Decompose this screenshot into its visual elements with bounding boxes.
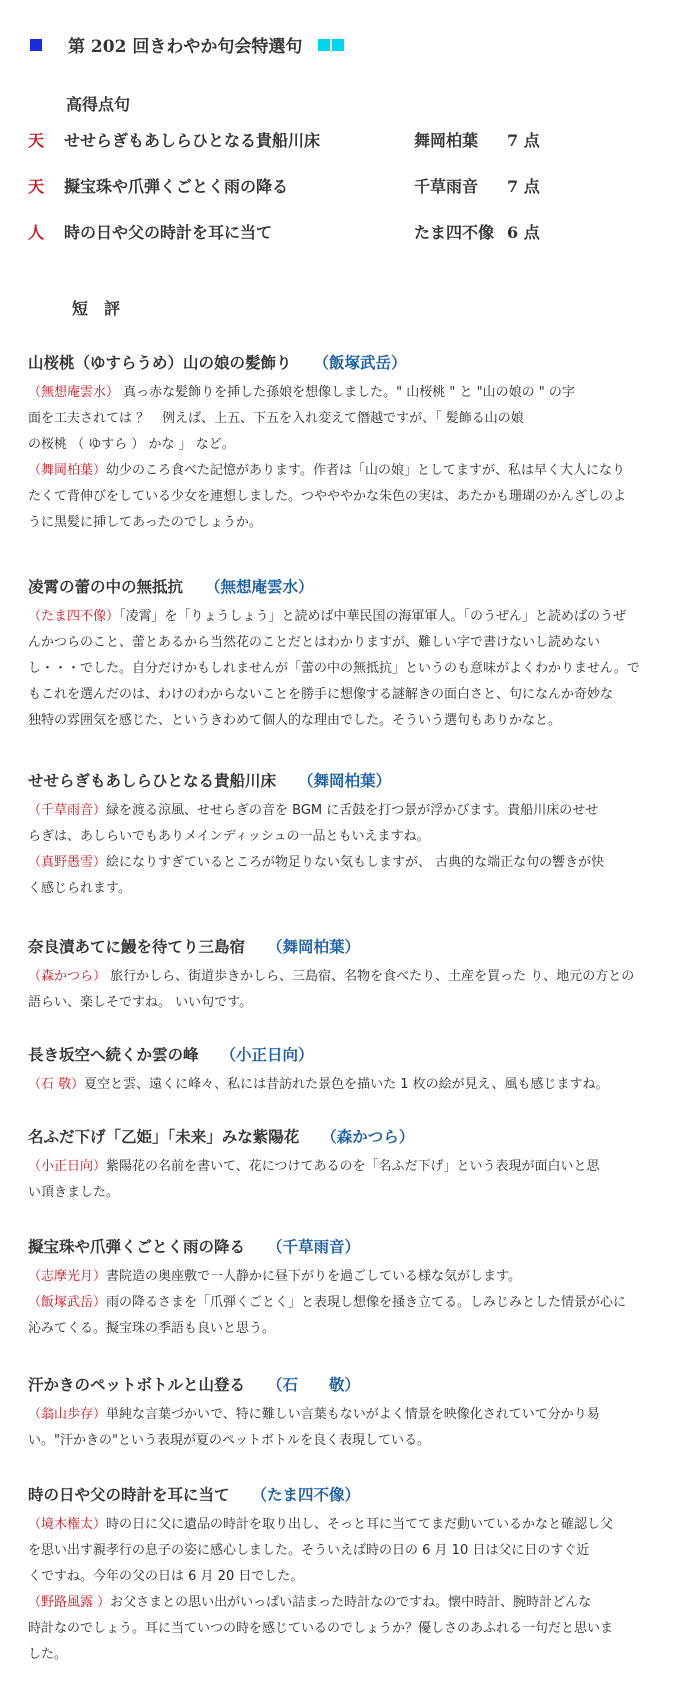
review xyxy=(28,1484,668,1668)
comment-line: 時の日に父に遺品の時計を取り出し、そっと耳に当ててまだ動いているかなと確認し父 xyxy=(106,1517,614,1532)
rank-mark: 天 xyxy=(28,131,45,150)
comment-line: 面を工夫されては ？ 例えば、上五、下五を入れ変えて僭越ですが、「 髪飾る山の娘 xyxy=(28,411,524,426)
review-comment xyxy=(28,1072,668,1098)
top-haiku-text: せせらぎもあしらひとなる貴船川床 xyxy=(64,131,321,150)
cyan-square-icon xyxy=(318,39,330,51)
review xyxy=(28,576,668,734)
review xyxy=(28,1236,668,1342)
commenter: （石 敬） xyxy=(28,1077,85,1092)
review-haiku-author: （舞岡柏葉） xyxy=(267,937,361,956)
review-comment xyxy=(28,1590,668,1668)
review xyxy=(28,936,668,1016)
commenter: （たま四不像） xyxy=(28,609,120,624)
review xyxy=(28,770,668,902)
comment-line: 語らい、楽しそですね。 いい句です。 xyxy=(28,995,253,1010)
review-haiku xyxy=(28,1126,668,1154)
review-haiku-author: （たま四不像） xyxy=(251,1485,361,1504)
top-haiku-points: 6 点 xyxy=(507,223,540,242)
review-haiku-text: 山桜桃（ゆすらうめ）山の娘の髪飾り xyxy=(28,353,292,372)
review-comment xyxy=(28,604,668,734)
commenter: （小正日向） xyxy=(28,1159,107,1174)
comment-line: い頂きました。 xyxy=(28,1185,120,1200)
comment-line: んかつらのこと、蕾とあるから当然花のことだとはわかりますが、難しい字で書けないし読めない xyxy=(28,635,601,650)
comment-line: くですね。今年の父の日は 6 月 20 日でした。 xyxy=(28,1569,304,1584)
comment-line: く感じられます。 xyxy=(28,881,131,896)
review xyxy=(28,1126,668,1206)
review-haiku xyxy=(28,936,668,964)
review-haiku xyxy=(28,1484,668,1512)
review xyxy=(28,1374,668,1454)
comment-line: 独特の雰囲気を感じた、というきわめて個人的な理由でした。そういう選句もありかなと。 xyxy=(28,713,562,728)
commenter: （野路風露 ） xyxy=(28,1595,111,1610)
top-haiku-author: 舞岡柏葉 xyxy=(414,131,479,150)
comment-line: うに黒髪に挿してあったのでしょうか。 xyxy=(28,515,262,530)
review-haiku-author: （小正日向） xyxy=(220,1045,314,1064)
review-haiku xyxy=(28,576,668,604)
top-haiku-author: 千草雨音 xyxy=(414,177,479,196)
comment-line: 真っ赤な髪飾りを挿した孫娘を想像しました。" 山桜桃 " と "山の娘の " の字 xyxy=(119,385,575,400)
comment-line: 旅行かしら、街道歩きかしら、三島宿、名物を食べたり、土産を買った り、地元の方との xyxy=(106,969,635,984)
commenter: （舞岡柏葉） xyxy=(28,463,107,478)
comment-line: たくて背伸びをしている少女を連想しました。つやややかな朱色の実は、あたかも珊瑚のかんざしのよ xyxy=(28,489,627,504)
comment-line: 紫陽花の名前を書いて、花につけてあるのを「名ふだ下げ」という表現が面白いと思 xyxy=(106,1159,600,1174)
rank-mark: 天 xyxy=(28,177,45,196)
comment-line: お父さまとの思い出がいっぱい詰まった時計なのですね。懐中時計、腕時計どんな xyxy=(110,1595,592,1610)
review-haiku-text: 奈良漬あてに鰻を待てり三島宿 xyxy=(28,937,246,956)
comment-line: 緑を渡る涼風、せせらぎの音を BGM に舌鼓を打つ景が浮かびます。貴船川床のせせ xyxy=(106,803,599,818)
review-haiku-author: （無想庵雲水） xyxy=(205,577,314,596)
top-haiku-text: 時の日や父の時計を耳に当て xyxy=(64,223,273,242)
review-haiku-author: （千草雨音） xyxy=(267,1237,361,1256)
top-haiku-row xyxy=(28,220,540,243)
top-haiku-author: たま四不像 xyxy=(414,223,495,242)
commenter: （無想庵雲水） xyxy=(28,385,120,400)
top-haiku-points: 7 点 xyxy=(507,131,540,150)
review-haiku xyxy=(28,1374,668,1402)
review-haiku-author: （舞岡柏葉） xyxy=(298,771,392,790)
commenter: （千草雨音） xyxy=(28,803,107,818)
review-comment xyxy=(28,1402,668,1454)
comment-line: 時計なのでしょう。耳に当ていつの時を感じているのでしょうか？優しさのあふれる一句だと思いま xyxy=(28,1621,614,1636)
review-comment xyxy=(28,850,668,902)
review-haiku-text: 汗かきのペットボトルと山登る xyxy=(28,1375,246,1394)
title-row xyxy=(30,32,346,57)
review-haiku xyxy=(28,770,668,798)
cyan-square-icon xyxy=(332,39,344,51)
review-haiku xyxy=(28,352,668,380)
comment-line: 幼少のころ食べた記憶があります。作者は「山の娘」としてますが、私は早く大人になり xyxy=(106,463,625,478)
page-title: 第 202 回きわやか句会特選句 xyxy=(68,37,303,57)
review-comment xyxy=(28,1290,668,1342)
commenter: （森かつら） xyxy=(28,969,107,984)
comment-line: 単純な言葉づかいで、特に難しい言葉もないがよく情景を映像化されていて分かり易 xyxy=(106,1407,600,1422)
review-comment xyxy=(28,380,668,458)
review-haiku xyxy=(28,1236,668,1264)
review-haiku xyxy=(28,1044,668,1072)
commenter: （飯塚武岳） xyxy=(28,1295,107,1310)
comment-line: 雨の降るさまを「爪弾くごとく」と表現し想像を掻き立てる。しみじみとした情景が心に xyxy=(106,1295,627,1310)
comment-line: もこれを選んだのは、わけのわからないことを勝手に想像する謎解きの面白さと、句になんか奇妙な xyxy=(28,687,614,702)
review-haiku-text: 時の日や父の時計を耳に当て xyxy=(28,1485,230,1504)
review-haiku-text: 名ふだ下げ「乙姫」「未来」みな紫陽花 xyxy=(28,1127,300,1146)
comment-line: 「凌霄」を「りょうしょう」と読めば中華民国の海軍軍人。「のうぜん」と読めばのうぜ xyxy=(119,609,627,624)
review-haiku-author: （飯塚武岳） xyxy=(313,353,407,372)
comment-line: を思い出す親孝行の息子の姿に感心しました。そういえば時の日の 6 月 10 日は父に日のすぐ近 xyxy=(28,1543,590,1558)
review-haiku-text: 凌霄の蕾の中の無抵抗 xyxy=(28,577,184,596)
commenter: （真野愚雪） xyxy=(28,855,107,870)
comment-line: し・・・でした。自分だけかもしれませんが「蕾の中の無抵抗」というのも意味がよくわかりません。で xyxy=(28,661,640,676)
comment-line: の桜桃 （ ゆすら ） かな 」 など。 xyxy=(28,437,235,452)
blue-square-icon xyxy=(30,39,42,51)
comment-line: 書院造の奥座敷で一人静かに昼下がりを過ごしている様な気がします。 xyxy=(106,1269,521,1284)
review-comment xyxy=(28,458,668,536)
review xyxy=(28,1044,668,1098)
review-comment xyxy=(28,1264,668,1290)
comment-line: 絵になりすぎているところが物足りない気もしますが、 古典的な端正な句の響きが快 xyxy=(106,855,605,870)
review-comment xyxy=(28,1154,668,1206)
review xyxy=(28,352,668,536)
comment-line: した。 xyxy=(28,1647,68,1662)
review-haiku-text: 長き坂空へ続くか雲の峰 xyxy=(28,1045,199,1064)
review-haiku-text: 擬宝珠や爪弾くごとく雨の降る xyxy=(28,1237,246,1256)
top-haiku-heading: 高得点句 xyxy=(66,95,131,114)
review-comment xyxy=(28,798,668,850)
top-haiku-row xyxy=(28,174,540,197)
commenter: （翁山歩存） xyxy=(28,1407,107,1422)
review-heading: 短 評 xyxy=(72,299,121,318)
commenter: （志摩光月） xyxy=(28,1269,107,1284)
review-haiku-author: （石 敬） xyxy=(267,1375,361,1394)
review-comment xyxy=(28,1512,668,1590)
top-haiku-text: 擬宝珠や爪弾くごとく雨の降る xyxy=(64,177,289,196)
rank-mark: 人 xyxy=(28,223,45,242)
comment-line: らぎは、あしらいでもありメインディッシュの一品ともいえますね。 xyxy=(28,829,430,844)
review-haiku-text: せせらぎもあしらひとなる貴船川床 xyxy=(28,771,277,790)
comment-line: い。"汗かきの"という表現が夏のペットボトルを良く表現している。 xyxy=(28,1433,430,1448)
top-haiku-points: 7 点 xyxy=(507,177,540,196)
commenter: （境木権太） xyxy=(28,1517,107,1532)
review-haiku-author: （森かつら） xyxy=(321,1127,415,1146)
top-haiku-row xyxy=(28,128,540,151)
review-comment xyxy=(28,964,668,1016)
comment-line: 沁みてくる。擬宝珠の季語も良いと思う。 xyxy=(28,1321,276,1336)
comment-line: 夏空と雲、遠くに峰々、私には昔訪れた景色を描いた 1 枚の絵が見え、風も感じますね。 xyxy=(84,1077,609,1092)
